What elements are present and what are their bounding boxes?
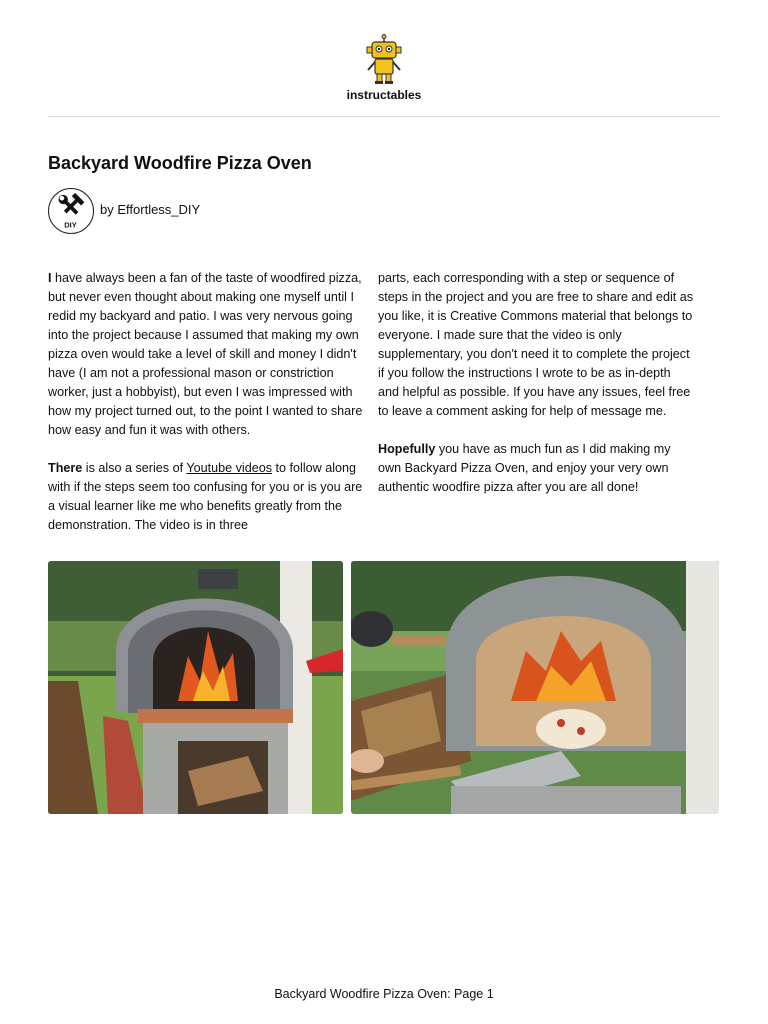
intro-paragraph-2-continued <box>378 269 694 421</box>
p2-post-part2: parts, each corresponding with a step or sequence of steps in the project and you are free to share and edit as you like, it is Creative Commons material that belongs to everyone. I made sure that the video is only supplementary, you don't need it to complete the project if you follow the instructions I wrote to be as in-depth and helpful as possible. If you have any issues, feel free to leave a comment asking for help of message me. <box>378 271 694 418</box>
page-title: Backyard Woodfire Pizza Oven <box>48 153 312 173</box>
pizza-oven-photo-2[interactable] <box>351 561 719 814</box>
intro-column-left <box>48 269 364 554</box>
p3-lead: Hopefully <box>378 442 436 456</box>
p3-text: you have as much fun as I did making my own Backyard Pizza Oven, and enjoy your very own authentic woodfire pizza after you are all done! <box>378 442 671 494</box>
author-row <box>48 186 200 236</box>
p2-pre: is also a series of <box>82 461 187 475</box>
byline <box>100 202 200 217</box>
p1-lead: I <box>48 271 52 285</box>
p2-post-part1: to follow along with if the steps seem too confusing for you or is you are a visual learner like me who benefits greatly from the demonstration. The video is in three <box>48 461 363 532</box>
p2-lead: There <box>48 461 83 475</box>
byline-prefix: by <box>100 201 114 217</box>
p1-text: have always been a fan of the taste of woodfired pizza, but never even thought about making one myself until I redid my backyard and patio. I was very nervous going into the project because I assumed that making my own pizza oven would take a level of skill and money I didn't have (I am not a professional mason or constriction worker, just a hobbyist), but even I was impressed with how my project turned out, to the point I wanted to share how easy and fun it was with others. <box>48 271 363 437</box>
brand-name[interactable]: instructables <box>346 88 422 102</box>
youtube-videos-link[interactable]: Youtube videos <box>186 461 273 475</box>
robot-mascot-icon[interactable] <box>362 34 406 86</box>
intro-column-right <box>378 269 694 516</box>
intro-paragraph-1 <box>48 269 364 440</box>
author-name-link[interactable]: Effortless_DIY <box>117 201 201 217</box>
page-header <box>48 30 720 117</box>
hammer-wrench-icon <box>49 189 92 232</box>
page-footer: Backyard Woodfire Pizza Oven: Page 1 <box>274 987 494 1001</box>
avatar-label: DIY <box>64 220 77 230</box>
intro-paragraph-3 <box>378 440 694 497</box>
author-avatar[interactable] <box>48 188 94 234</box>
intro-paragraph-2 <box>48 459 364 535</box>
pizza-oven-photo-1[interactable] <box>48 561 343 814</box>
